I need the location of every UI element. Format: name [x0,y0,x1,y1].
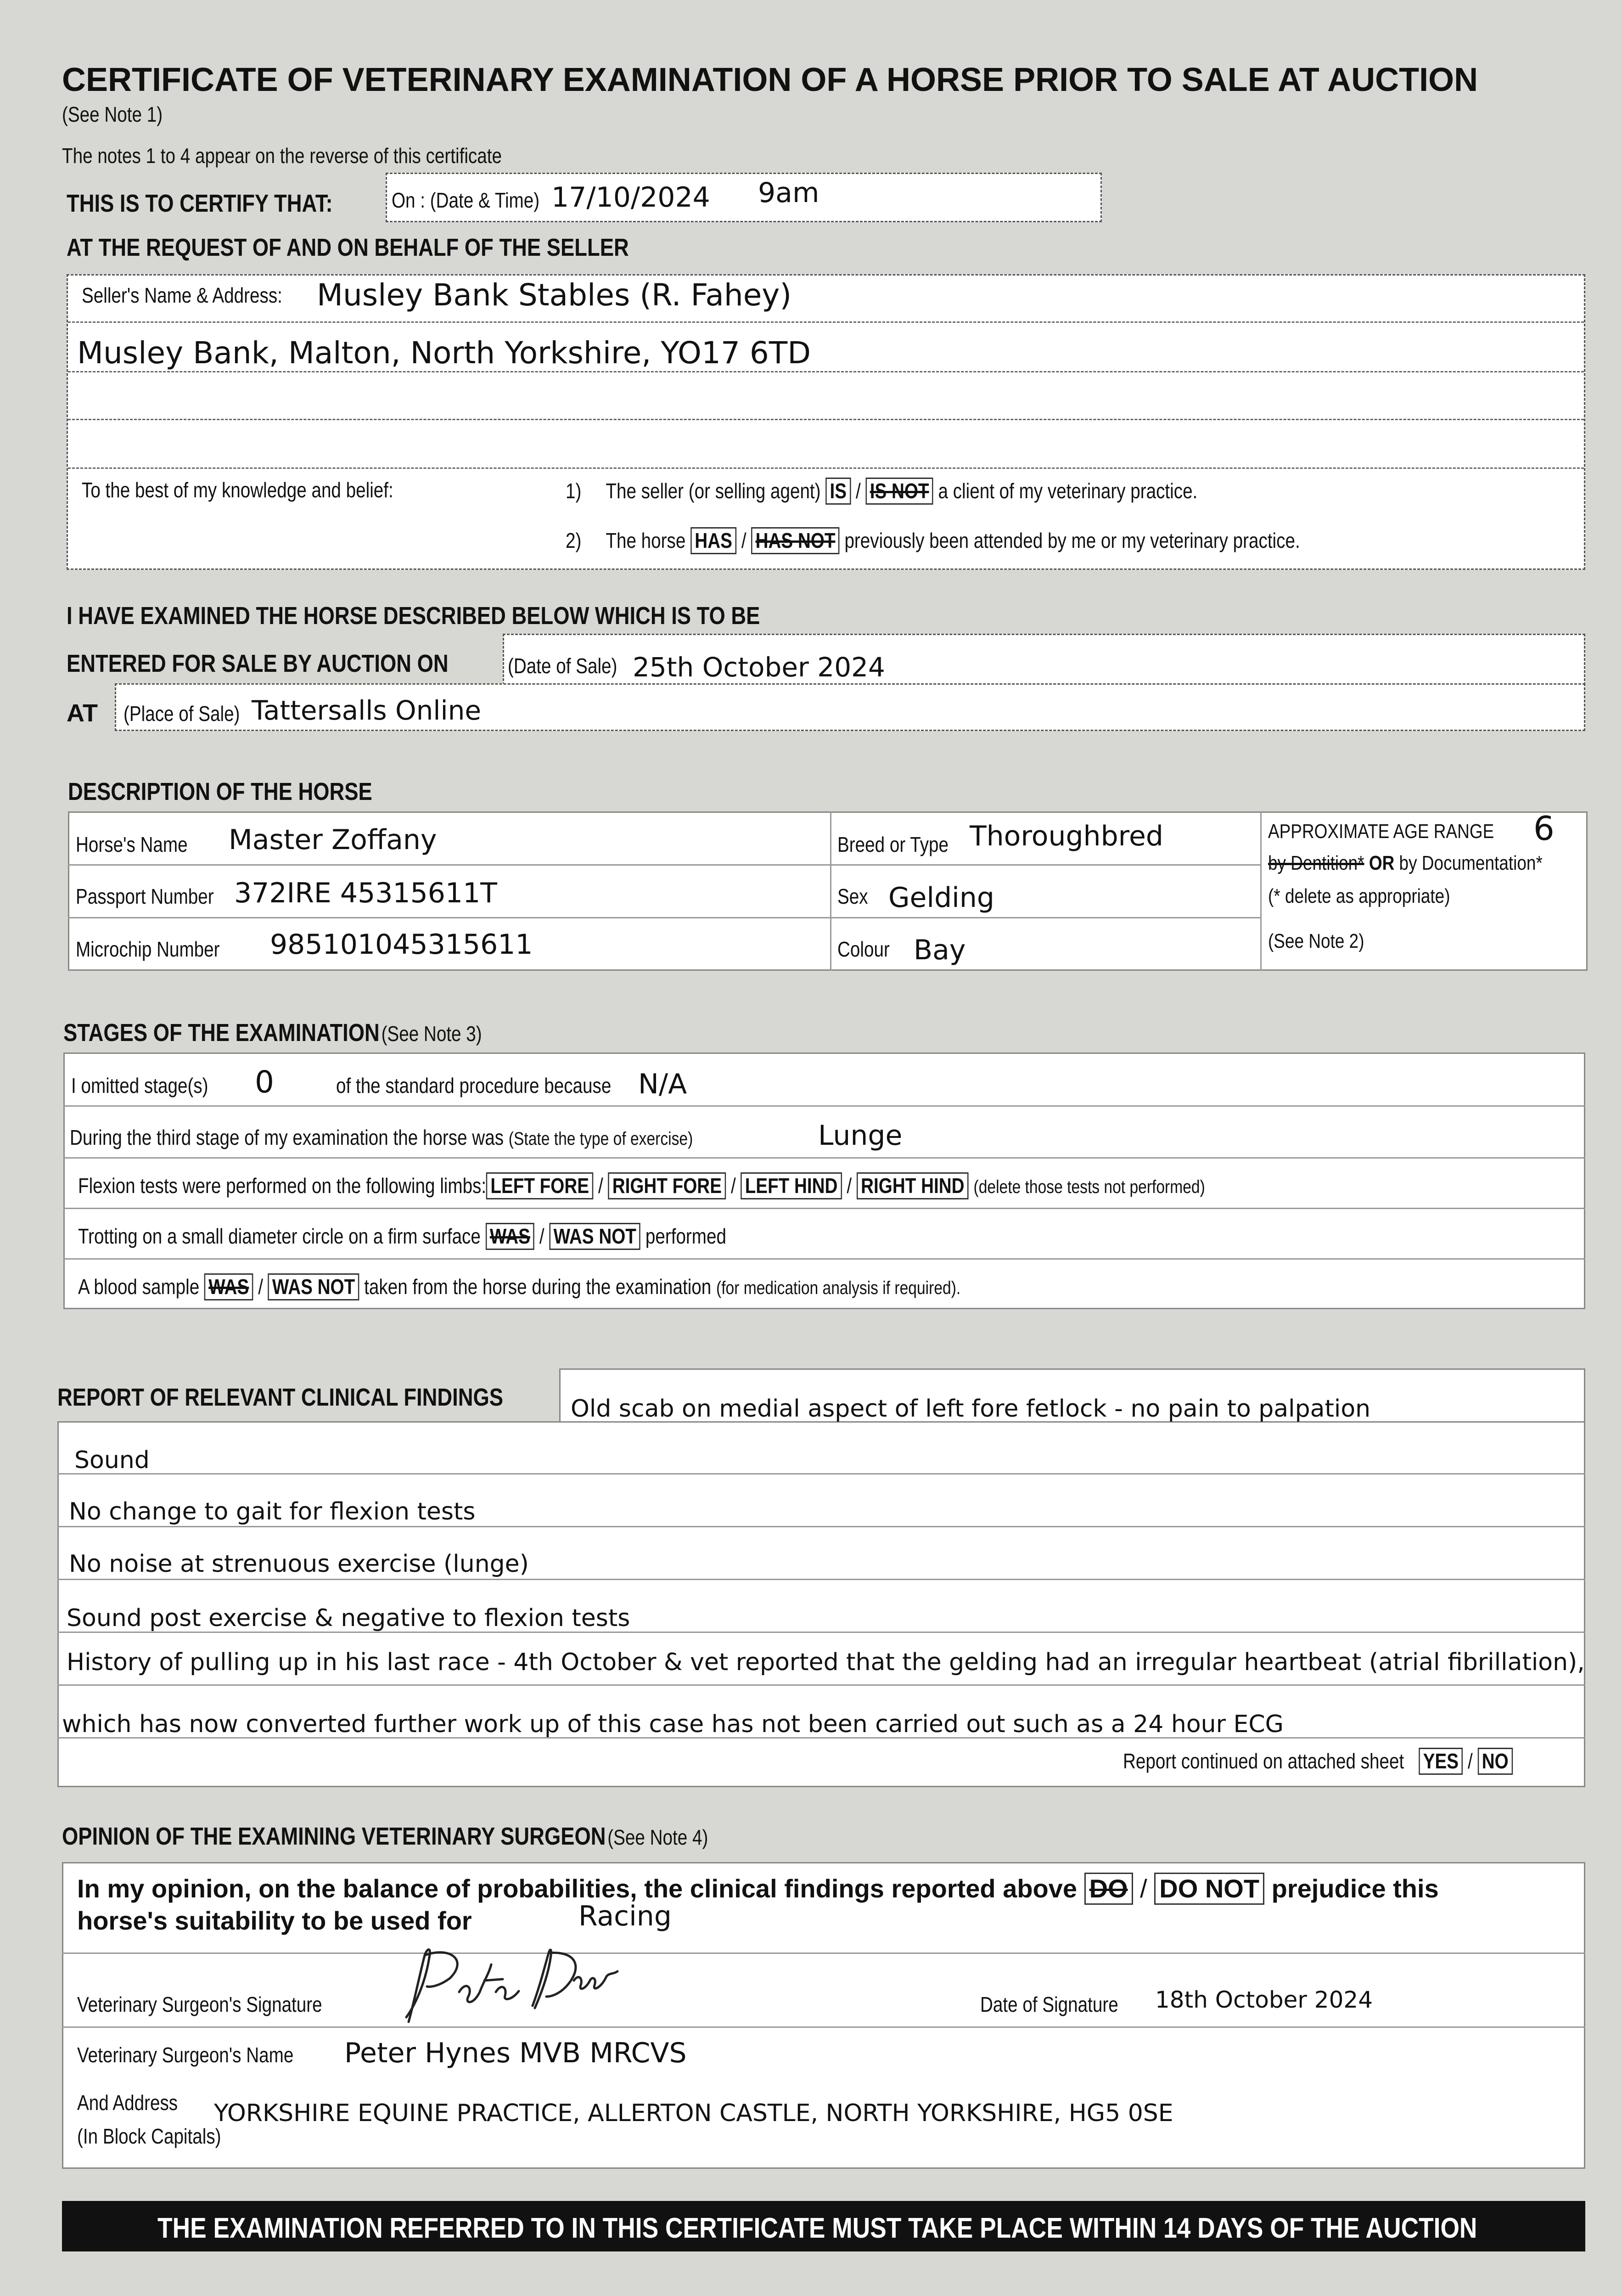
footer-text: THE EXAMINATION REFERRED TO IN THIS CERTIFICATE MUST TAKE PLACE WITHIN 14 DAYS OF THE AUCTION [157,2212,1477,2244]
finding-line-7[interactable]: which has now converted further work up of this case has not been carried out such as a 24 hour ECG [62,1711,1284,1738]
colour[interactable]: Bay [914,934,966,966]
date-of-sale-field[interactable] [503,634,1585,685]
limb-left-hind-option[interactable]: LEFT HIND [741,1172,842,1199]
seller-section [67,274,1585,570]
blood-sample-statement: A blood sample WAS / WAS NOT taken from the horse during the examination (for medication analysis if required). [78,1273,1128,1300]
trot-was-not-option[interactable]: WAS NOT [549,1223,640,1250]
vet-signature[interactable] [381,1937,620,2024]
continued-yes-option[interactable]: YES [1419,1748,1463,1775]
prejudice-do-option[interactable]: DO [1084,1873,1133,1905]
omitted-reason[interactable]: N/A [638,1068,687,1100]
address-label: And Address [77,2091,178,2115]
report-continued: Report continued on attached sheet YES / NO [1123,1748,1587,1775]
limb-right-hind-option[interactable]: RIGHT HIND [857,1172,969,1199]
omitted-stages: I omitted stage(s) [71,1074,208,1097]
footer-banner [62,2201,1585,2251]
finding-line-6[interactable]: History of pulling up in his last race - 4th October & vet reported that the gelding had an irregular heartbeat (atrial fibrillation), [67,1649,1585,1676]
approx-age[interactable]: 6 [1533,809,1555,848]
horse-has-not-option[interactable]: HAS NOT [751,527,839,554]
exam-date: 17/10/2024 [551,181,710,214]
horse-has-option[interactable]: HAS [690,527,736,554]
age-range-label: APPROXIMATE AGE RANGE [1268,820,1494,843]
horse-name-label: Horse's Name [76,833,188,856]
statement-1: 1) The seller (or selling agent) IS / IS NOT a client of my veterinary practice. [566,478,1318,505]
finding-line-5[interactable]: Sound post exercise & negative to flexion tests [67,1604,630,1632]
place-of-sale: Tattersalls Online [252,695,482,726]
seller-name[interactable]: Musley Bank Stables (R. Fahey) [317,277,792,313]
certify-label: THIS IS TO CERTIFY THAT: [67,190,333,217]
intended-use[interactable]: Racing [578,1900,672,1932]
signature-label: Veterinary Surgeon's Signature [77,1992,322,2016]
date-of-sale-label: (Date of Sale) [508,654,617,678]
continued-no-option[interactable]: NO [1477,1748,1512,1775]
age-method: by Dentition* OR by Documentation* [1268,852,1543,874]
seller-address[interactable]: Musley Bank, Malton, North Yorkshire, YO17 6TD [77,335,811,371]
statement-2: 2) The horse HAS / HAS NOT previously been attended by me or my veterinary practice. [566,527,1440,554]
trotting-statement: Trotting on a small diameter circle on a firm surface WAS / WAS NOT performed [78,1223,850,1250]
third-stage-label: During the third stage of my examination the horse was (State the type of exercise) [70,1125,693,1149]
place-of-sale-field[interactable] [115,683,1585,731]
finding-line-2[interactable]: Sound [74,1446,150,1474]
seller-name-label: Seller's Name & Address: [82,283,282,307]
opinion-text: In my opinion, on the balance of probabilities, the clinical findings reported above DO / DO NOT prejudice this [77,1873,1439,1905]
age-by-documentation-option[interactable]: by Documentation* [1399,852,1543,874]
blood-was-not-option[interactable]: WAS NOT [268,1273,359,1300]
sex[interactable]: Gelding [888,882,994,914]
blood-was-option[interactable]: WAS [204,1273,253,1300]
age-by-dentition-option[interactable]: by Dentition* [1268,852,1364,874]
see-note-1: (See Note 1) [62,102,163,126]
description-heading: DESCRIPTION OF THE HORSE [68,778,372,805]
microchip-number[interactable]: 985101045315611 [270,929,533,961]
knowledge-label: To the best of my knowledge and belief: [82,478,393,502]
finding-line-4[interactable]: No noise at strenuous exercise (lunge) [69,1550,529,1578]
vet-address[interactable]: YORKSHIRE EQUINE PRACTICE, ALLERTON CASTLE, NORTH YORKSHIRE, HG5 0SE [214,2099,1173,2127]
colour-label: Colour [837,937,890,961]
findings-heading: REPORT OF RELEVANT CLINICAL FINDINGS [57,1384,504,1411]
stages-heading: STAGES OF THE EXAMINATION (See Note 3) [63,1019,482,1047]
prejudice-do-not-option[interactable]: DO NOT [1154,1873,1264,1905]
vet-name[interactable]: Peter Hynes MVB MRCVS [344,2037,687,2069]
exam-date-time-field[interactable] [386,173,1102,222]
date-of-signature[interactable]: 18th October 2024 [1155,1986,1373,2013]
date-of-signature-label: Date of Signature [980,1992,1118,2016]
examined-label: I HAVE EXAMINED THE HORSE DESCRIBED BELOW WHICH IS TO BE [67,602,760,630]
address-block-capitals-label: (In Block Capitals) [77,2124,221,2148]
opinion-text-line2: horse's suitability to be used for [77,1906,472,1935]
microchip-label: Microchip Number [76,937,220,961]
on-date-time-label: On : (Date & Time) [392,188,540,212]
at-label: AT [67,699,98,727]
limb-left-fore-option[interactable]: LEFT FORE [486,1172,593,1199]
horse-name[interactable]: Master Zoffany [229,824,437,856]
omitted-because-label: of the standard procedure because [336,1074,612,1097]
exam-time: 9am [758,177,819,209]
notes-line: The notes 1 to 4 appear on the reverse of this certificate [62,144,502,168]
request-label: AT THE REQUEST OF AND ON BEHALF OF THE SELLER [67,234,629,261]
limb-right-fore-option[interactable]: RIGHT FORE [608,1172,726,1199]
seller-is-not-option[interactable]: IS NOT [865,478,933,505]
date-of-sale: 25th October 2024 [633,652,885,683]
vet-name-label: Veterinary Surgeon's Name [77,2043,294,2067]
breed-label: Breed or Type [837,833,949,856]
exercise-type[interactable]: Lunge [818,1120,903,1152]
sex-label: Sex [837,884,868,908]
entered-for-sale-label: ENTERED FOR SALE BY AUCTION ON [67,650,449,677]
finding-line-1[interactable]: Old scab on medial aspect of left fore fetlock - no pain to palpation [571,1395,1371,1423]
signature-scribble [381,1937,620,2024]
age-see-note-2: (See Note 2) [1268,930,1364,952]
trot-was-option[interactable]: WAS [486,1223,534,1250]
finding-line-3[interactable]: No change to gait for flexion tests [69,1498,476,1525]
breed[interactable]: Thoroughbred [970,820,1164,852]
age-delete-note: (* delete as appropriate) [1268,885,1450,907]
passport-label: Passport Number [76,884,214,908]
certificate-title: CERTIFICATE OF VETERINARY EXAMINATION OF A HORSE PRIOR TO SALE AT AUCTION [62,62,1478,98]
place-of-sale-label: (Place of Sale) [123,702,240,726]
omitted-stage-value[interactable]: 0 [255,1064,274,1100]
flexion-tests: Flexion tests were performed on the following limbs: LEFT FORE / RIGHT FORE / LEFT HIND / RIGHT HIND (delete those tests not performed) [78,1172,1420,1199]
opinion-heading: OPINION OF THE EXAMINING VETERINARY SURGEON (See Note 4) [62,1823,708,1850]
seller-is-option[interactable]: IS [825,478,851,505]
passport-number[interactable]: 372IRE 45315611T [234,877,497,909]
